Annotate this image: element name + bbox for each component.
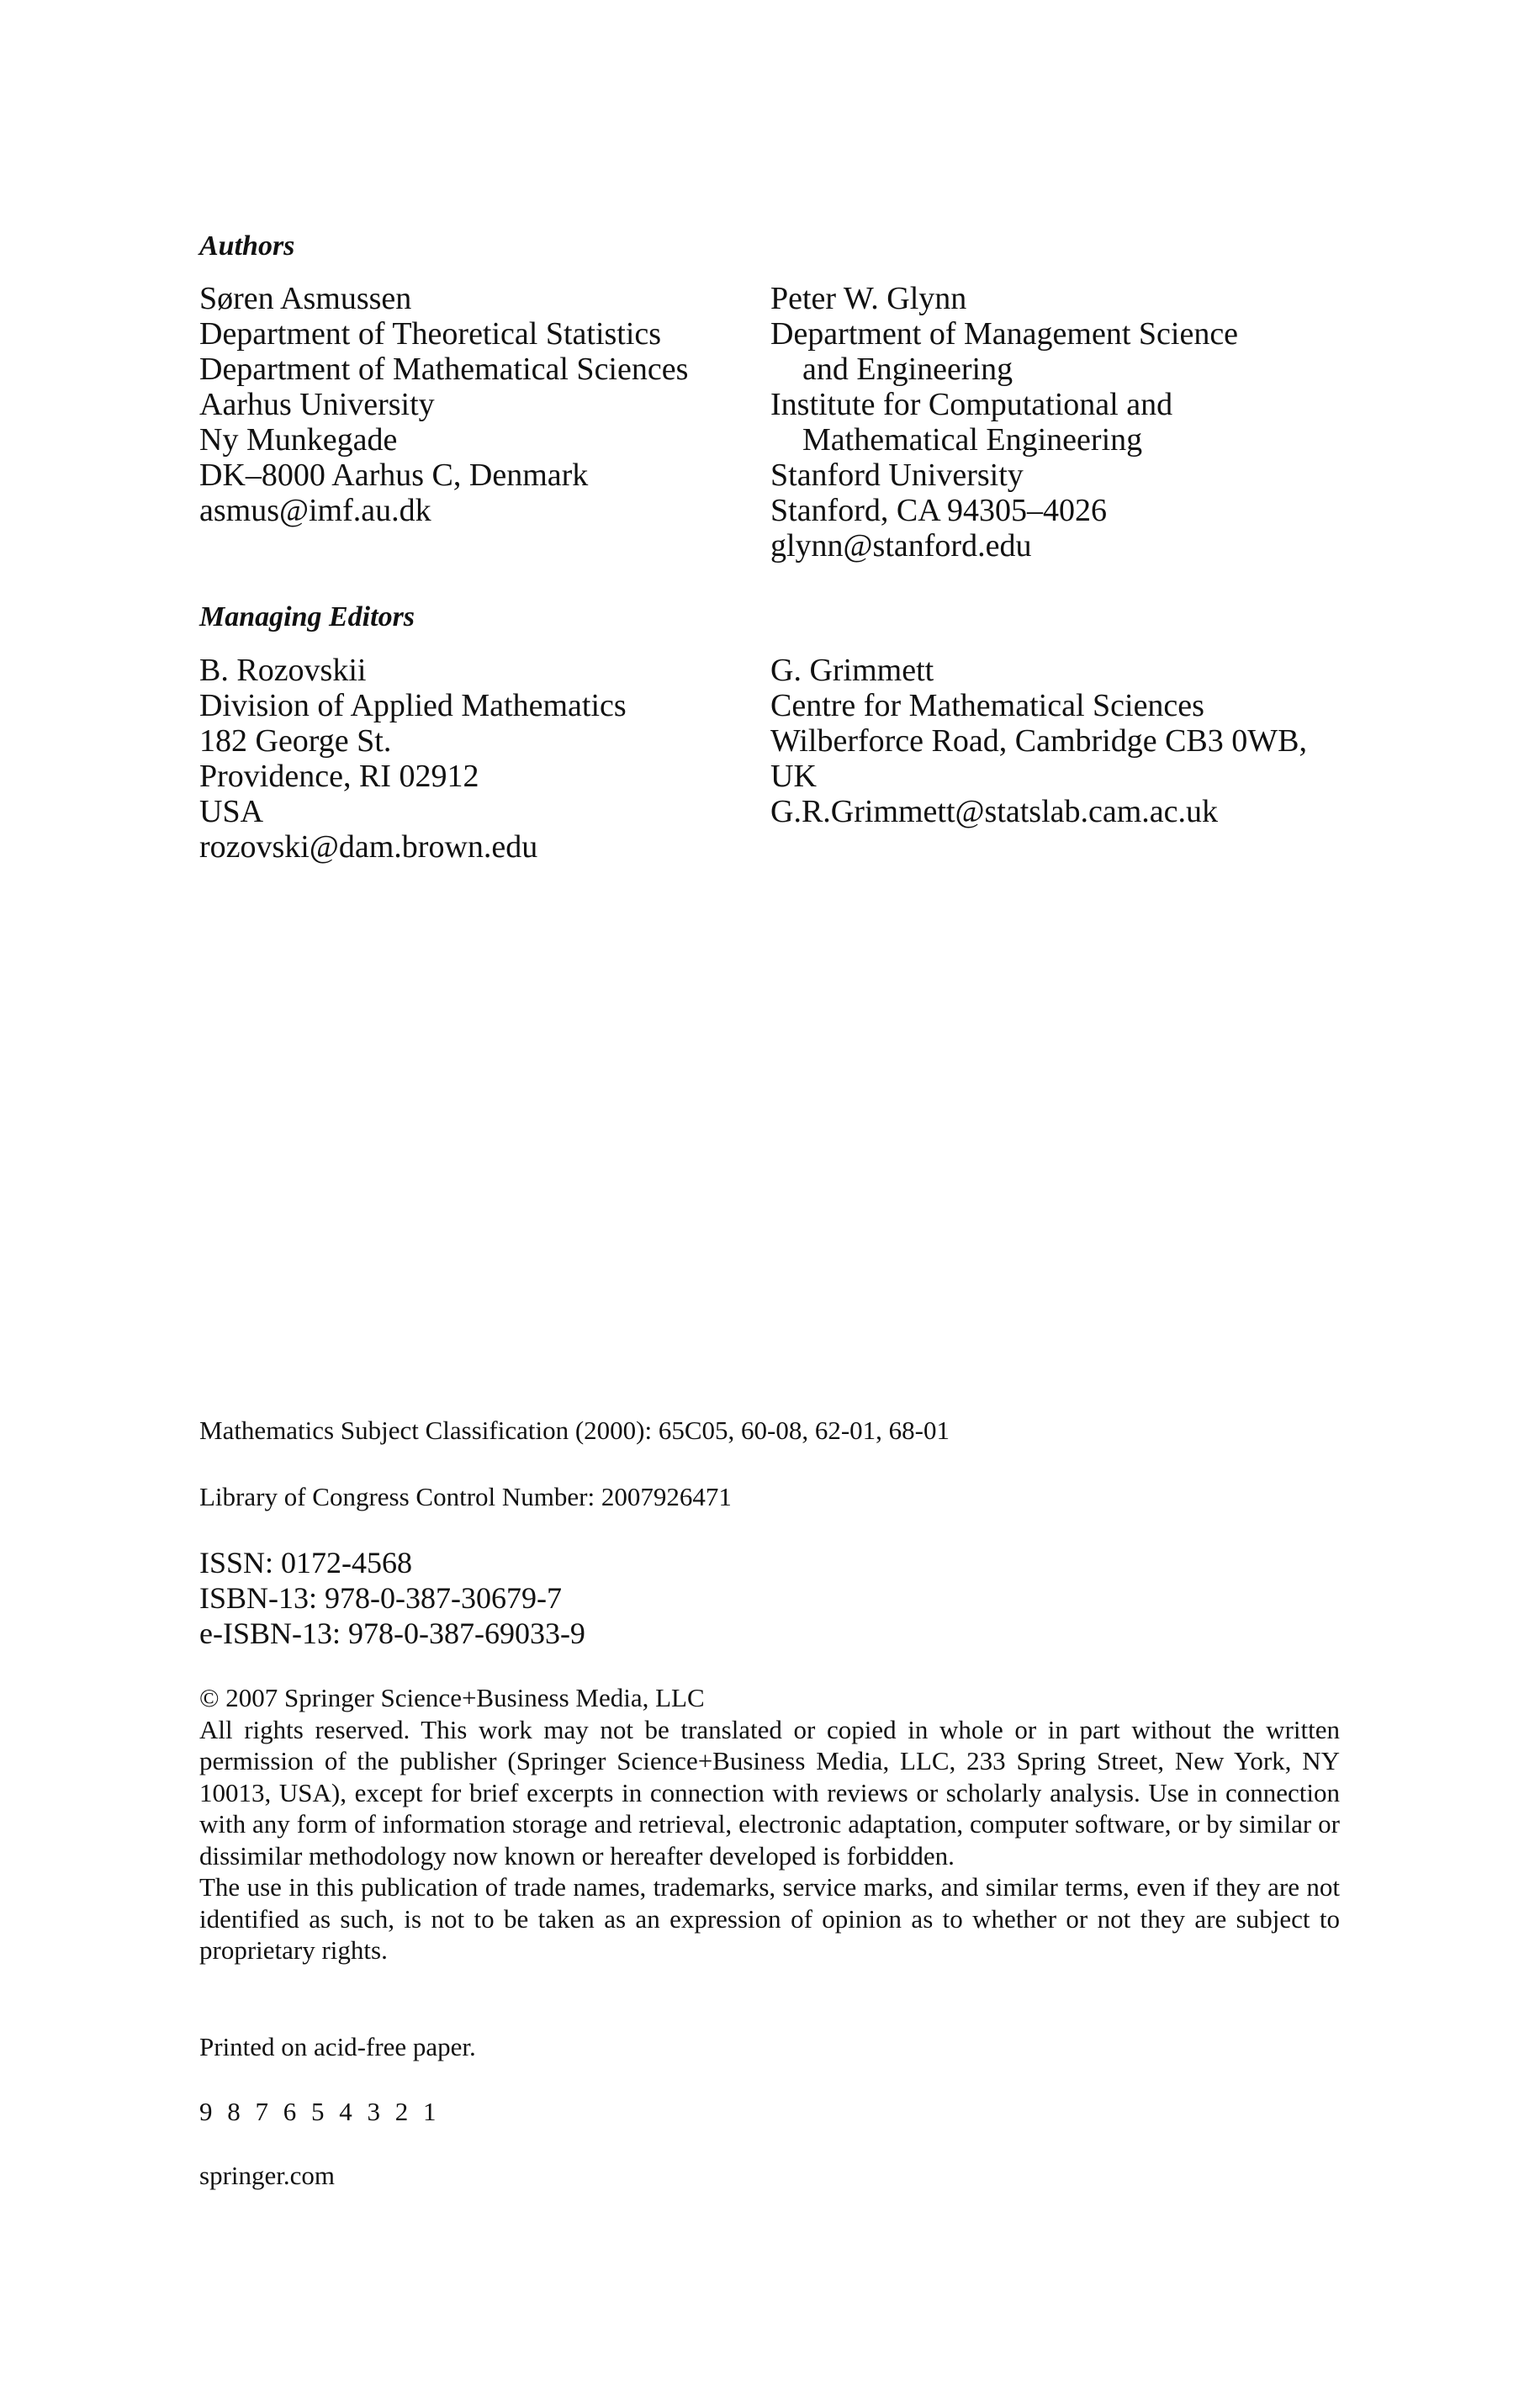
editor-grimmett-address-line: Centre for Mathematical Sciences [770, 688, 1204, 723]
lccn-line: Library of Congress Control Number: 2007926471 [199, 1482, 732, 1511]
print-line: 9 8 7 6 5 4 3 2 1 [199, 2097, 438, 2126]
trademarks-paragraph: The use in this publication of trade names, trademarks, service marks, and similar terms, even if they are not identified as such, is not to be taken as an expression of opinion as to whether or not they are subject to proprietary rights. [199, 1872, 1340, 1965]
author-glynn-address-line: Mathematical Engineering [802, 422, 1143, 458]
editor-rozovskii-address-line: 182 George St. [199, 723, 392, 759]
identifier-block [199, 1545, 585, 1651]
author-asmussen-address-line: asmus@imf.au.dk [199, 493, 431, 528]
author-glynn-address-line: Peter W. Glynn [770, 281, 967, 316]
copyright-notice: © 2007 Springer Science+Business Media, LLC [199, 1683, 705, 1712]
eisbn-line: e-ISBN-13: 978-0-387-69033-9 [199, 1617, 585, 1650]
editor-rozovskii-address [199, 653, 627, 865]
author-glynn-address-line: and Engineering [802, 352, 1013, 387]
authors-heading: Authors [199, 230, 295, 262]
author-glynn-address-line: glynn@stanford.edu [770, 528, 1032, 564]
editor-rozovskii-address-line: USA [199, 794, 264, 829]
editor-grimmett-address [770, 653, 1307, 829]
editor-rozovskii-address-line: Providence, RI 02912 [199, 759, 479, 794]
website-link[interactable]: springer.com [199, 2161, 335, 2190]
subject-classification: Mathematics Subject Classification (2000): 65C05, 60-08, 62-01, 68-01 [199, 1415, 950, 1445]
rights-paragraph: All rights reserved. This work may not be translated or copied in whole or in part without the written permission of the publisher (Springer Science+Business Media, LLC, 233 Spring Street, New York, NY 10013, USA), except for brief excerpts in connection with reviews or scholarly analysis. Use in connection with any form of information storage and retrieval, electronic adaptation, computer software, or by similar or dissimilar methodology now known or hereafter developed is forbidden. [199, 1714, 1340, 1871]
author-asmussen-address-line: Ny Munkegade [199, 422, 398, 458]
acid-free-note: Printed on acid-free paper. [199, 2032, 476, 2061]
author-asmussen-address-line: Department of Theoretical Statistics [199, 316, 662, 352]
author-asmussen-address [199, 281, 688, 528]
editor-grimmett-address-line: G. Grimmett [770, 653, 934, 688]
author-asmussen-address-line: Aarhus University [199, 387, 435, 422]
author-glynn-address-line: Department of Management Science [770, 316, 1239, 352]
author-asmussen-address-line: Søren Asmussen [199, 281, 412, 316]
author-glynn-address-line: Stanford, CA 94305–4026 [770, 493, 1108, 528]
issn-line: ISSN: 0172-4568 [199, 1546, 413, 1579]
editor-rozovskii-address-line: B. Rozovskii [199, 653, 367, 688]
editor-grimmett-address-line: UK [770, 759, 817, 794]
copyright-block [199, 1682, 1340, 1966]
author-asmussen-address-line: Department of Mathematical Sciences [199, 352, 689, 387]
author-glynn-address [770, 281, 1238, 564]
author-glynn-address-line: Stanford University [770, 458, 1024, 493]
isbn-line: ISBN-13: 978-0-387-30679-7 [199, 1581, 562, 1615]
author-glynn-address-line: Institute for Computational and [770, 387, 1173, 422]
author-asmussen-address-line: DK–8000 Aarhus C, Denmark [199, 458, 589, 493]
editor-grimmett-address-line: Wilberforce Road, Cambridge CB3 0WB, [770, 723, 1307, 759]
managing-editors-heading: Managing Editors [199, 601, 415, 632]
editor-rozovskii-address-line: rozovski@dam.brown.edu [199, 829, 538, 865]
editor-rozovskii-address-line: Division of Applied Mathematics [199, 688, 627, 723]
editor-grimmett-address-line: G.R.Grimmett@statslab.cam.ac.uk [770, 794, 1219, 829]
